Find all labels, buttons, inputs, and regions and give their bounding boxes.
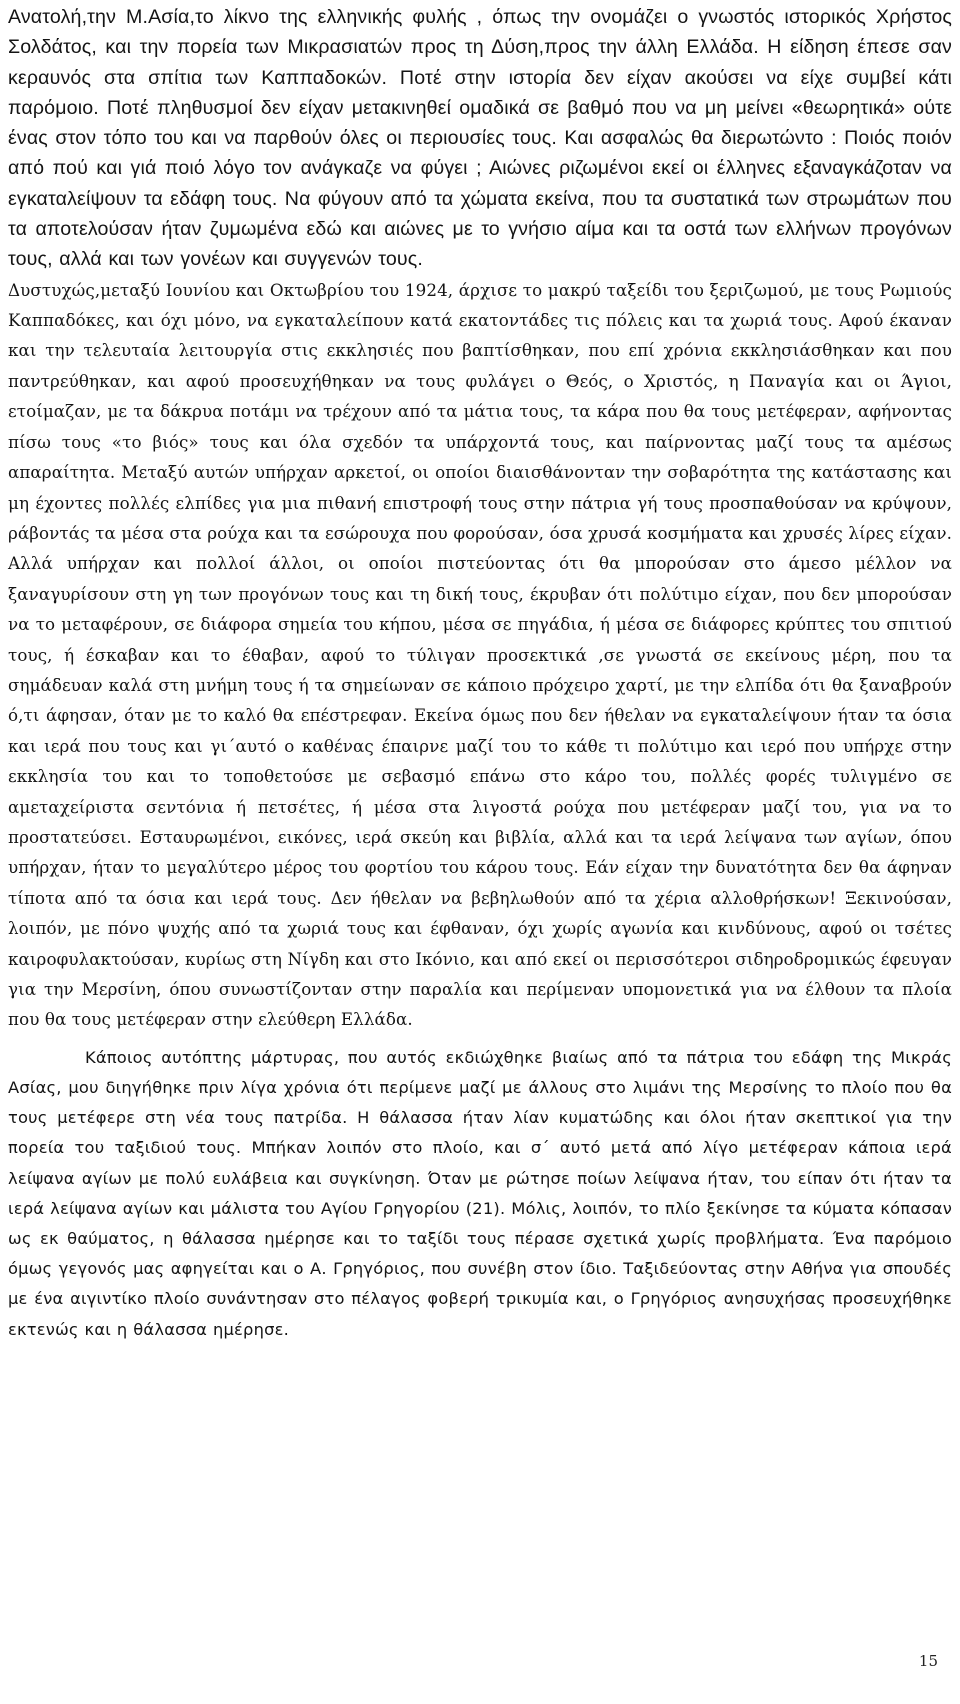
body-paragraph-3: Κάποιος αυτόπτης μάρτυρας, που αυτός εκδιώχθηκε βιαίως από τα πάτρια του εδάφη της Μικράς Ασίας, μου διηγήθηκε πριν λίγα χρόνια ότι περίμενε μαζί με άλλους στο λιμάνι της Μερσίνης το πλοίο που θα τους μετέφερε στη νέα τους πατρίδα. Η θάλασσα ήταν λίαν κυματώδης και όλοι ήταν σκεπτικοί για την πορεία του ταξιδιού τους. Μπήκαν λοιπόν στο πλοίο, και σ΄ αυτό μετά από λίγο μετέφεραν κάποια ιερά λείψανα αγίων με πολύ ευλάβεια και συγκίνηση. Όταν με ρώτησε ποίων λείψανα ήταν, του είπαν ότι ήταν τα ιερά λείψανα αγίων και μάλιστα του Αγίου Γρηγορίου (21). Μόλις, λοιπόν, το πλίο ξεκίνησε τα κύματα κόπασαν ως εκ θαύματος, η θάλασσα ημέρησε και το ταξίδι τους πέρασε σχετικά χωρίς προβλήματα. Ένα παρόμοιο όμως γεγονός μας αφηγείται και ο Α. Γρηγόριος, που συνέβη στον ίδιο. Ταξιδεύοντας στην Αθήνα για σπουδές με ένα αιγιντίκο πλοίο συνάντησαν στο πέλαγος φοβερή τρικυμία και, ο Γρηγόριος ανησυχήσας προσευχήθηκε εκτενώς και η θάλασσα ημέρησε. (8, 1047, 952, 1339)
page-number: 15 (918, 1652, 938, 1670)
body-paragraph-1: Ανατολή,την Μ.Ασία,το λίκνο της ελληνικής φυλής , όπως την ονομάζει ο γνωστός ιστορικός Χρήστος Σολδάτος, και την πορεία των Μικρασιατών προς τη Δύση,προς την άλλη Ελλάδα. Η είδηση έπεσε σαν κεραυνός στα σπίτια των Καππαδοκών. Ποτέ στην ιστορία δεν είχαν ακούσει να είχε συμβεί κάτι παρόμοιο. Ποτέ πληθυσμοί δεν είχαν μετακινηθεί ομαδικά σε βαθμό που να μη μείνει «θεωρητικά» ούτε ένας στον τόπο του και να παρθούν όλες οι περιουσίες τους. Και ασφαλώς θα διερωτώντο : Ποιός ποιόν από πού και γιά ποιό λόγο τον ανάγκαζε να φύγει ; Αιώνες ριζωμένοι εκεί οι έλληνες εξαναγκάζοταν να εγκαταλείψουν τα εδάφη τους. Να φύγουν από τα χώματα εκείνα, που τα συστατικά των στρωμάτων που τα αποτελούσαν ήταν ζυμωμένα εδώ και αιώνες με το γνήσιο αίμα και τα οστά των ελλήνων προγόνων τους, αλλά και των γονέων και συγγενών τους. (8, 6, 952, 271)
body-paragraph-2: Δυστυχώς,μεταξύ Ιουνίου και Οκτωβρίου του 1924, άρχισε το μακρύ ταξείδι του ξεριζωμού, με τους Ρωμιούς Καππαδόκες, και όχι μόνο, να εγκαταλείπουν κατά εκατοντάδες τις πόλεις και τα χωριά τους. Αφού έκαναν και την τελευταία λειτουργία στις εκκλησιές που βαπτίσθηκαν, που επί χρόνια εκκλησιάσθηκαν και που παντρεύθηκαν, και αφού προσευχήθηκαν να τους φυλάγει ο Θεός, ο Χριστός, η Παναγία και οι Άγιοι, ετοίμαζαν, με τα δάκρυα ποτάμι να τρέχουν από τα μάτια τους, τα κάρα που θα τους μετέφεραν, αφήνοντας πίσω τους «το βιός» τους και όλα σχεδόν τα υπάρχοντά τους, και παίρνοντας μαζί τους τα αμέσως απαραίτητα. Μεταξύ αυτών υπήρχαν αρκετοί, οι οποίοι διαισθάνονταν την σοβαρότητα της κατάστασης και μη έχοντες πολλές ελπίδες για μια πιθανή επιστροφή τους στην πάτρια γή τους προσπαθούσαν να κρύψουν, ράβοντάς τα μέσα στα ρούχα και τα εσώρουχα που φορούσαν, όσα χρυσά κοσμήματα και χρυσές λίρες είχαν. Αλλά υπήρχαν και πολλοί άλλοι, οι οποίοι πιστεύοντας ότι θα μπορούσαν στο άμεσο μέλλον να ξαναγυρίσουν στη γη των προγόνων τους και τη δική τους, έκρυβαν ότι πολύτιμο είχαν, που δεν μπορούσαν να το μεταφέρουν, σε διάφορα σημεία του κήπου, μέσα σε πηγάδια, ή μέσα σε διάφορες κρύπτες του σπιτιού τους, ή έσκαβαν και το έθαβαν, αφού το τύλιγαν προσεκτικά ,σε γνωστά σε εκείνους μέρη, που τα σημάδευαν καλά στη μνήμη τους ή τα σημείωναν σε κάποιο πρόχειρο χαρτί, με την ελπίδα ότι θα ξαναβρούν ό,τι άφησαν, όταν με το καλό θα επέστρεφαν. Εκείνα όμως που δεν ήθελαν να εγκαταλείψουν ήταν τα όσια και ιερά που τους και γι΄αυτό ο καθένας έπαιρνε μαζί του το κάθε τι πολύτιμο και ιερό που υπήρχε στην εκκλησία του και το τοποθετούσε με σεβασμό επάνω στο κάρο του, πολλές φορές τυλιγμένο σε αμεταχείριστα σεντόνια ή πετσέτες, ή μέσα στα λιγοστά ρούχα που μετέφεραν μαζί του, για να το προστατεύσει. Εσταυρωμένοι, εικόνες, ιερά σκεύη και βιβλία, αλλά και τα ιερά λείψανα των αγίων, όπου υπήρχαν, ήταν το μεγαλύτερο μέρος του φορτίου του κάρου τους. Εάν είχαν την δυνατότητα δεν θα άφηναν τίποτα από τα όσια και ιερά τους. Δεν ήθελαν να βεβηλωθούν από τα χέρια αλλοθρήσκων! Ξεκινούσαν, λοιπόν, με πόνο ψυχής από τα χωριά τους και έφθαναν, όχι χωρίς αγωνία και κινδύνους, αφού οι τσέτες καιροφυλακτούσαν, κυρίως στη Νίγδη και στο Ικόνιο, και από εκεί οι περισσότεροι σιδηροδρομικώς έφευγαν για την Μερσίνη, όπου συνωστίζονταν στην παραλία και περίμεναν υπομονετικά για να έλθουν τα πλοία που θα τους μετέφεραν στην ελεύθερη Ελλάδα. (8, 279, 952, 1030)
